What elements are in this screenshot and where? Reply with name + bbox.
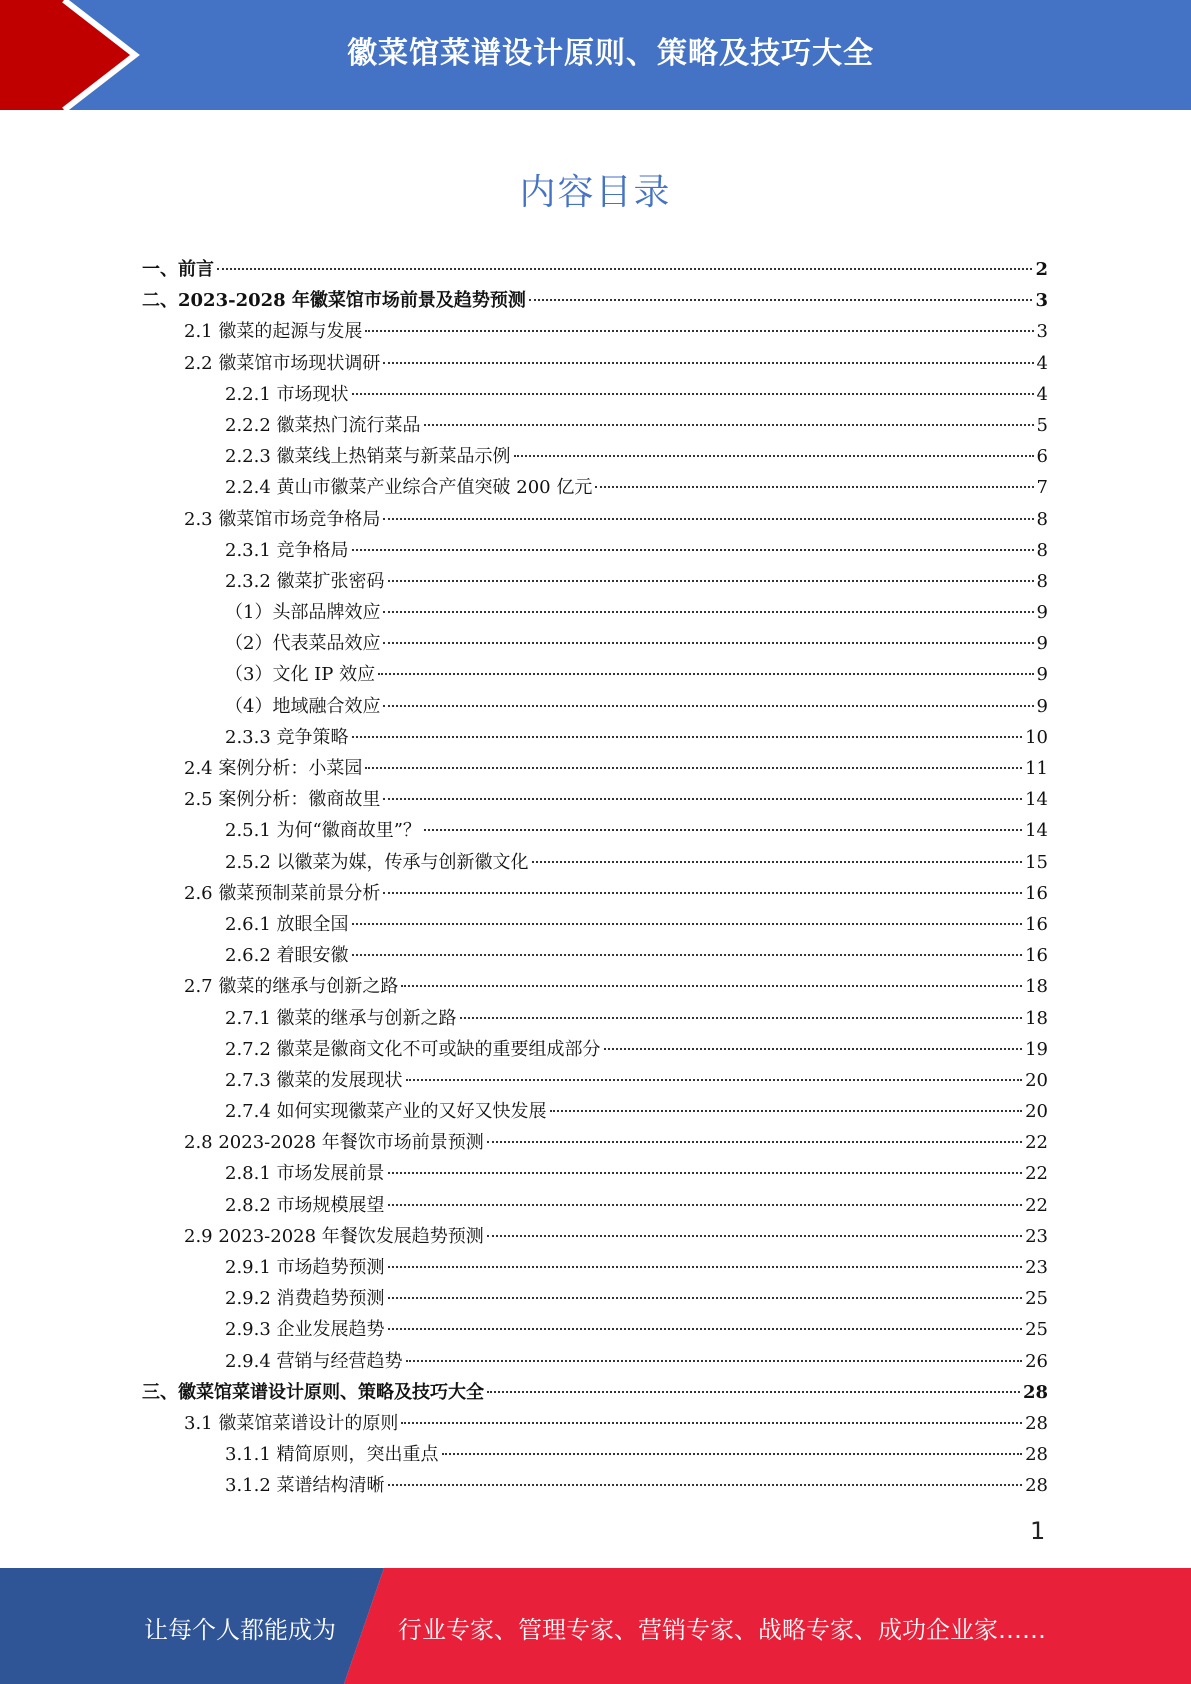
toc-entry-page: 9 bbox=[1036, 664, 1048, 686]
dot-leader bbox=[388, 1266, 1023, 1268]
toc-entry[interactable] bbox=[142, 628, 1048, 659]
toc-entry-title: 2.7.4 如何实现徽菜产业的又好又快发展 bbox=[225, 1101, 547, 1123]
dot-leader bbox=[352, 954, 1023, 956]
toc-entry-title: 2.1 徽菜的起源与发展 bbox=[184, 321, 363, 343]
toc-entry-title: 3.1 徽菜馆菜谱设计的原则 bbox=[184, 1412, 399, 1434]
toc-entry-title: 2.2.4 黄山市徽菜产业综合产值突破 200 亿元 bbox=[225, 477, 593, 499]
dot-leader bbox=[365, 330, 1033, 332]
toc-entry-page: 15 bbox=[1025, 851, 1048, 873]
toc-entry-page: 6 bbox=[1036, 446, 1048, 468]
toc-entry-title: 2.9.1 市场趋势预测 bbox=[225, 1257, 385, 1278]
toc-entry-page: 20 bbox=[1025, 1101, 1048, 1123]
dot-leader bbox=[383, 518, 1033, 520]
toc-entry[interactable] bbox=[142, 940, 1048, 971]
toc-entry-title: 一、前言 bbox=[142, 259, 214, 280]
toc-entry-title: 2.6.2 着眼安徽 bbox=[225, 945, 349, 967]
toc-entry-page: 19 bbox=[1025, 1038, 1048, 1060]
toc-entry-title: 2.6 徽菜预制菜前景分析 bbox=[184, 882, 381, 904]
toc-entry-page: 7 bbox=[1036, 477, 1048, 499]
dot-leader bbox=[352, 393, 1034, 395]
toc-entry-title: 二、2023-2028 年徽菜馆市场前景及趋势预测 bbox=[142, 290, 526, 312]
dot-leader bbox=[529, 299, 1033, 301]
toc-entry[interactable] bbox=[142, 1408, 1048, 1439]
toc-entry[interactable] bbox=[142, 909, 1048, 940]
toc-entry-title: 2.3.2 徽菜扩张密码 bbox=[225, 570, 385, 592]
toc-entry[interactable] bbox=[142, 1096, 1048, 1127]
dot-leader bbox=[388, 580, 1034, 582]
toc-entry-title: 2.5 案例分析：徽商故里 bbox=[184, 789, 381, 811]
dot-leader bbox=[388, 1204, 1023, 1206]
toc-entry-title: 2.8 2023-2028 年餐饮市场前景预测 bbox=[184, 1132, 484, 1154]
toc-entry-page: 26 bbox=[1025, 1350, 1048, 1372]
toc-entry[interactable] bbox=[142, 1252, 1048, 1283]
toc-entry[interactable] bbox=[142, 254, 1048, 285]
dot-leader bbox=[383, 362, 1033, 364]
toc-entry-title: 2.2 徽菜馆市场现状调研 bbox=[184, 352, 381, 374]
toc-entry[interactable] bbox=[142, 1439, 1048, 1470]
toc-entry[interactable] bbox=[142, 1221, 1048, 1252]
dot-leader bbox=[383, 642, 1033, 644]
dot-leader bbox=[352, 923, 1023, 925]
dot-leader bbox=[352, 549, 1034, 551]
dot-leader bbox=[550, 1110, 1023, 1112]
table-of-contents bbox=[142, 254, 1048, 1502]
dot-leader bbox=[217, 268, 1032, 270]
toc-entry[interactable] bbox=[142, 504, 1048, 535]
toc-entry[interactable] bbox=[142, 316, 1048, 347]
dot-leader bbox=[388, 1297, 1023, 1299]
toc-entry-page: 2 bbox=[1035, 259, 1048, 280]
toc-entry-page: 23 bbox=[1025, 1225, 1048, 1247]
toc-entry-title: 3.1.2 菜谱结构清晰 bbox=[225, 1475, 385, 1497]
toc-entry-page: 3 bbox=[1035, 290, 1048, 312]
dot-leader bbox=[401, 1422, 1022, 1424]
toc-entry-title: 2.7.2 徽菜是徽商文化不可或缺的重要组成部分 bbox=[225, 1038, 601, 1060]
dot-leader bbox=[388, 1328, 1023, 1330]
toc-entry-page: 22 bbox=[1025, 1132, 1048, 1154]
dot-leader bbox=[487, 1141, 1022, 1143]
dot-leader bbox=[487, 1235, 1022, 1237]
toc-entry-page: 4 bbox=[1036, 352, 1048, 374]
toc-entry-title: 2.4 案例分析：小菜园 bbox=[184, 758, 363, 779]
toc-entry-page: 22 bbox=[1025, 1194, 1048, 1216]
toc-entry[interactable] bbox=[142, 1377, 1048, 1408]
dot-leader bbox=[604, 1048, 1023, 1050]
toc-entry-page: 5 bbox=[1036, 414, 1048, 436]
toc-entry-title: （1）头部品牌效应 bbox=[225, 602, 381, 624]
toc-entry[interactable] bbox=[142, 441, 1048, 472]
toc-entry-page: 8 bbox=[1036, 570, 1048, 592]
toc-entry-title: （4）地域融合效应 bbox=[225, 695, 381, 717]
toc-entry-page: 11 bbox=[1025, 758, 1048, 779]
toc-entry-title: 2.2.2 徽菜热门流行菜品 bbox=[225, 414, 421, 436]
toc-entry-title: 2.2.1 市场现状 bbox=[225, 383, 349, 405]
toc-entry-title: 2.5.2 以徽菜为媒，传承与创新徽文化 bbox=[225, 851, 529, 873]
dot-leader bbox=[388, 1172, 1023, 1174]
dot-leader bbox=[352, 736, 1023, 738]
dot-leader bbox=[460, 1017, 1023, 1019]
toc-entry-title: （3）文化 IP 效应 bbox=[225, 664, 376, 686]
toc-entry[interactable] bbox=[142, 691, 1048, 722]
toc-entry[interactable] bbox=[142, 1190, 1048, 1221]
dot-leader bbox=[383, 705, 1033, 707]
dot-leader bbox=[378, 673, 1033, 675]
page-number: 1 bbox=[1030, 1517, 1046, 1545]
toc-entry-page: 28 bbox=[1022, 1381, 1048, 1403]
toc-entry[interactable] bbox=[142, 285, 1048, 316]
toc-entry[interactable] bbox=[142, 971, 1048, 1002]
dot-leader bbox=[514, 455, 1034, 457]
toc-entry[interactable] bbox=[142, 472, 1048, 503]
toc-entry-title: 三、徽菜馆菜谱设计原则、策略及技巧大全 bbox=[142, 1381, 484, 1403]
dot-leader bbox=[401, 985, 1022, 987]
toc-entry-title: 2.7.1 徽菜的继承与创新之路 bbox=[225, 1007, 457, 1029]
toc-entry-page: 28 bbox=[1025, 1475, 1048, 1497]
toc-entry-page: 25 bbox=[1025, 1319, 1048, 1341]
toc-entry-title: 2.9 2023-2028 年餐饮发展趋势预测 bbox=[184, 1225, 484, 1247]
header-bar bbox=[0, 0, 1191, 110]
toc-entry-title: 2.5.1 为何“徽商故里”？ bbox=[225, 820, 421, 842]
toc-entry-title: （2）代表菜品效应 bbox=[225, 633, 381, 655]
toc-entry[interactable] bbox=[142, 1346, 1048, 1377]
toc-entry-page: 16 bbox=[1025, 945, 1048, 967]
toc-entry-page: 20 bbox=[1025, 1069, 1048, 1091]
toc-entry-title: 2.8.1 市场发展前景 bbox=[225, 1163, 385, 1185]
dot-leader bbox=[406, 1360, 1023, 1362]
toc-entry-title: 2.8.2 市场规模展望 bbox=[225, 1194, 385, 1216]
toc-entry-title: 2.3.1 竞争格局 bbox=[225, 539, 349, 561]
toc-entry[interactable] bbox=[142, 597, 1048, 628]
toc-entry-page: 3 bbox=[1036, 321, 1048, 343]
dot-leader bbox=[424, 829, 1022, 831]
toc-entry[interactable] bbox=[142, 878, 1048, 909]
toc-entry-page: 28 bbox=[1025, 1412, 1048, 1434]
toc-entry-title: 2.7 徽菜的继承与创新之路 bbox=[184, 976, 399, 998]
footer-slogan-left: 让每个人都能成为 bbox=[144, 1616, 336, 1644]
toc-entry[interactable] bbox=[142, 753, 1048, 784]
footer-slogan-right: 行业专家、管理专家、营销专家、战略专家、成功企业家…… bbox=[398, 1616, 1046, 1644]
toc-entry-page: 9 bbox=[1036, 602, 1048, 624]
toc-entry-page: 25 bbox=[1025, 1288, 1048, 1310]
toc-entry[interactable] bbox=[142, 1470, 1048, 1501]
dot-leader bbox=[383, 892, 1022, 894]
toc-entry-page: 14 bbox=[1025, 789, 1048, 811]
toc-entry-title: 3.1.1 精简原则，突出重点 bbox=[225, 1444, 439, 1466]
toc-title: 内容目录 bbox=[519, 172, 672, 213]
toc-entry[interactable] bbox=[142, 566, 1048, 597]
toc-entry-page: 4 bbox=[1036, 383, 1048, 405]
toc-entry[interactable] bbox=[142, 847, 1048, 878]
toc-entry-page: 22 bbox=[1025, 1163, 1048, 1185]
dot-leader bbox=[442, 1453, 1023, 1455]
dot-leader bbox=[424, 424, 1034, 426]
toc-entry-page: 18 bbox=[1025, 976, 1048, 998]
dot-leader bbox=[365, 767, 1022, 769]
toc-entry[interactable] bbox=[142, 1314, 1048, 1345]
toc-entry-page: 9 bbox=[1036, 695, 1048, 717]
toc-entry-page: 28 bbox=[1025, 1444, 1048, 1466]
toc-entry-title: 2.9.3 企业发展趋势 bbox=[225, 1319, 385, 1341]
dot-leader bbox=[487, 1391, 1020, 1393]
toc-entry-title: 2.7.3 徽菜的发展现状 bbox=[225, 1069, 403, 1091]
toc-entry-page: 14 bbox=[1025, 820, 1048, 842]
toc-entry[interactable] bbox=[142, 1034, 1048, 1065]
toc-entry-title: 2.6.1 放眼全国 bbox=[225, 913, 349, 935]
toc-entry-title: 2.9.4 营销与经营趋势 bbox=[225, 1350, 403, 1372]
toc-entry-page: 23 bbox=[1025, 1257, 1048, 1278]
toc-entry[interactable] bbox=[142, 1127, 1048, 1158]
toc-entry-page: 16 bbox=[1025, 913, 1048, 935]
toc-entry-title: 2.2.3 徽菜线上热销菜与新菜品示例 bbox=[225, 446, 511, 468]
toc-entry-page: 9 bbox=[1036, 633, 1048, 655]
toc-entry[interactable] bbox=[142, 1003, 1048, 1034]
toc-entry-title: 2.9.2 消费趋势预测 bbox=[225, 1288, 385, 1310]
footer-banner bbox=[0, 1568, 1191, 1684]
dot-leader bbox=[383, 798, 1022, 800]
toc-entry[interactable] bbox=[142, 410, 1048, 441]
dot-leader bbox=[406, 1079, 1023, 1081]
toc-entry-title: 2.3 徽菜馆市场竞争格局 bbox=[184, 508, 381, 530]
dot-leader bbox=[388, 1484, 1023, 1486]
toc-entry-page: 18 bbox=[1025, 1007, 1048, 1029]
toc-entry-title: 2.3.3 竞争策略 bbox=[225, 726, 349, 748]
toc-entry[interactable] bbox=[142, 784, 1048, 815]
toc-entry[interactable] bbox=[142, 659, 1048, 690]
toc-entry[interactable] bbox=[142, 815, 1048, 846]
toc-entry-page: 10 bbox=[1025, 726, 1048, 748]
dot-leader bbox=[532, 861, 1023, 863]
dot-leader bbox=[383, 611, 1033, 613]
header-title: 徽菜馆菜谱设计原则、策略及技巧大全 bbox=[347, 36, 874, 71]
toc-entry[interactable] bbox=[142, 722, 1048, 753]
toc-entry[interactable] bbox=[142, 1065, 1048, 1096]
toc-entry-page: 8 bbox=[1036, 508, 1048, 530]
toc-entry[interactable] bbox=[142, 348, 1048, 379]
toc-entry-page: 16 bbox=[1025, 882, 1048, 904]
toc-entry[interactable] bbox=[142, 1158, 1048, 1189]
toc-entry[interactable] bbox=[142, 379, 1048, 410]
toc-entry[interactable] bbox=[142, 535, 1048, 566]
toc-entry-page: 8 bbox=[1036, 539, 1048, 561]
toc-entry[interactable] bbox=[142, 1283, 1048, 1314]
dot-leader bbox=[595, 486, 1033, 488]
